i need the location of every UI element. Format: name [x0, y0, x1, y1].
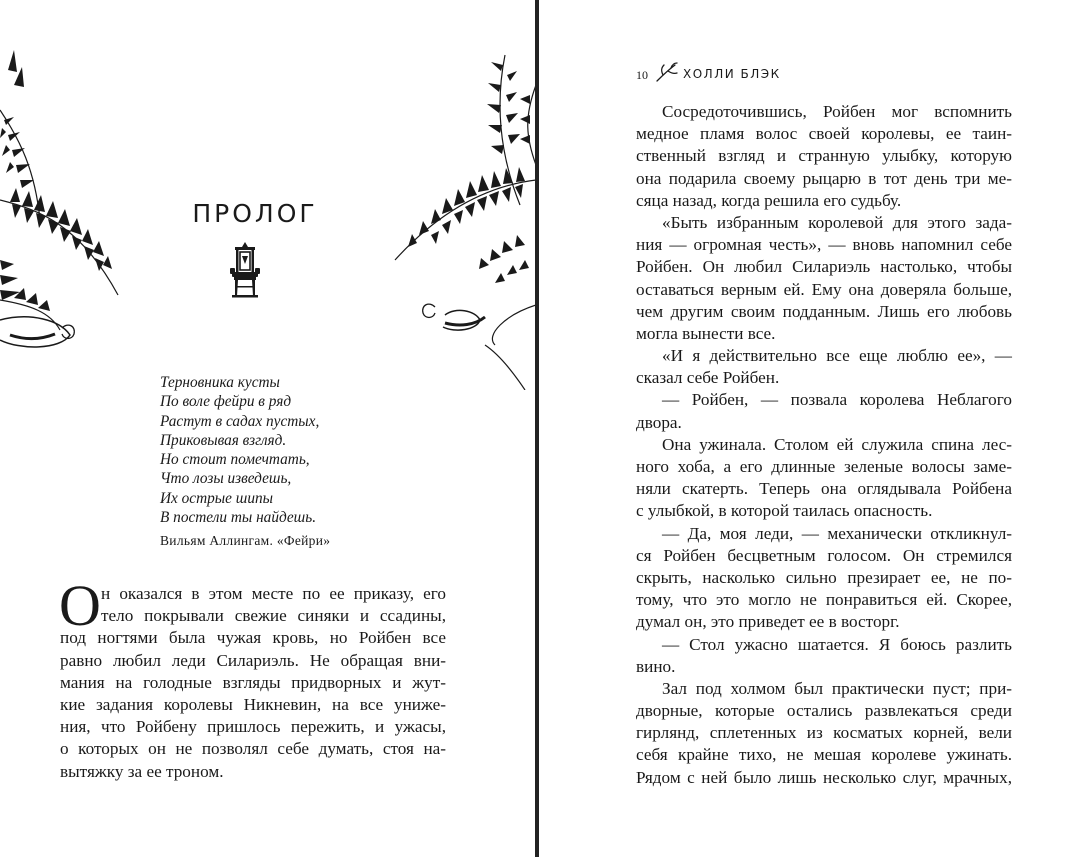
- text-line: тому, что это могло не понравиться ей. Скорее,: [636, 590, 1012, 610]
- text-line: ния — огромная честь», — вновь напомнил себе: [636, 235, 1012, 255]
- text-line: ного хоба, а его длинные зеленые волосы заме-: [636, 457, 1012, 476]
- text-line: «Быть избранным королевой для этого зада-: [662, 212, 1012, 232]
- text-line: ния, что Ройбену пришлось пережить, и ужасы,: [60, 717, 446, 737]
- text-line: мания на голодные взгляды придворных и жут-: [60, 672, 446, 692]
- poem-line: Но стоит помечтать,: [160, 451, 310, 469]
- text-line: кие задания королевы Никневин, на все униже-: [60, 694, 446, 714]
- text-line: ственный взгляд и странную улыбку, которую: [636, 146, 1012, 166]
- text-line: Она ужинала. Столом ей служила спина лес-: [662, 434, 1012, 454]
- fern-ornament-icon: [0, 50, 125, 360]
- text-line: медное пламя волос своей королевы, ее таин-: [636, 124, 1012, 144]
- text-line: дворные, которые остались развлекаться среди: [636, 701, 1012, 721]
- running-head-author: ХОЛЛИ БЛЭК: [683, 67, 781, 81]
- text-line: о которых он не позволял себе думать, стоя на-: [60, 739, 446, 759]
- poem-line: Приковывая взгляд.: [160, 431, 287, 449]
- text-line: скрыть, насколько сильно презирает ее, не по-: [636, 567, 1012, 587]
- poem-line: Их острые шипы: [160, 489, 273, 507]
- text-line: двора.: [636, 412, 682, 432]
- poem-line: Что лозы изведешь,: [160, 470, 292, 488]
- poem-line: По воле фейри в ряд: [160, 393, 292, 411]
- text-line: ся Ройбен бесцветным голосом. Он стремился: [636, 545, 1012, 565]
- throne-icon: [229, 242, 261, 298]
- drop-cap: О: [59, 573, 101, 638]
- page-number: 10: [636, 68, 648, 82]
- text-line: с улыбкой, в которой таилась опасность.: [636, 501, 933, 521]
- text-line: оставаться верным ей. Ему она доверяла больше,: [636, 279, 1012, 299]
- text-line: равно любил леди Силариэль. Не обращая вни-: [60, 650, 446, 670]
- text-line: она подарила своему рыцарю в тот день три ме-: [636, 168, 1012, 188]
- text-line: сказал себе Ройбен.: [636, 368, 780, 388]
- text-line: Ройбен. Он любил Силариэль настолько, чтобы: [636, 257, 1012, 277]
- running-head: [636, 65, 936, 87]
- text-line: гирлянд, сплетенных из косматых корней, вели: [636, 723, 1012, 743]
- text-line: под ногтями была чужая кровь, но Ройбен все: [60, 628, 446, 648]
- book-spine: [535, 0, 539, 857]
- text-line: сяца назад, когда решила его судьбу.: [636, 190, 902, 210]
- text-line: вино.: [636, 656, 676, 676]
- poem-line: В постели ты найдешь.: [160, 509, 317, 527]
- chapter-title: ПРОЛОГ: [192, 199, 318, 228]
- text-line: н оказался в этом месте по ее приказу, его: [101, 584, 446, 603]
- text-line: «И я действительно все еще люблю ее», —: [662, 346, 1012, 366]
- text-line: — Да, моя леди, — механически откликнул-: [662, 523, 1012, 543]
- text-line: тело покрывали свежие синяки и ссадины,: [101, 606, 446, 626]
- text-line: думал он, это приведет ее в восторг.: [636, 612, 900, 632]
- text-line: могла вынести все.: [636, 323, 776, 343]
- epigraph-poem: [160, 373, 400, 527]
- text-line: чем другим своим подданным. Лишь его любовь: [636, 301, 1012, 321]
- text-line: Рядом с ней было лишь несколько слуг, мрачных,: [636, 767, 1012, 787]
- text-line: Сосредоточившись, Ройбен мог вспомнить: [662, 102, 1012, 121]
- text-line: Зал под холмом был практически пуст; при-: [662, 678, 1012, 698]
- fern-ornament-icon: [385, 45, 536, 390]
- body-text-right: [636, 101, 1012, 789]
- text-line: — Ройбен, — позвала королева Неблагого: [662, 390, 1012, 410]
- poem-line: Терновника кусты: [160, 374, 280, 391]
- body-text-left: [60, 583, 446, 783]
- text-line: няли скатерть. Теперь она оглядывала Ройбена: [636, 479, 1012, 499]
- text-line: вытяжку за ее троном.: [60, 761, 224, 781]
- thorn-branch-icon: [655, 61, 679, 83]
- left-page: [0, 0, 536, 857]
- epigraph-attribution: Вильям Аллингам. «Фейри»: [160, 533, 331, 548]
- text-line: себя крайне тихо, не мешая королеве ужинать.: [636, 745, 1012, 765]
- poem-line: Растут в садах пустых,: [160, 412, 320, 430]
- text-line: — Стол ужасно шатается. Я боюсь разлить: [662, 634, 1012, 654]
